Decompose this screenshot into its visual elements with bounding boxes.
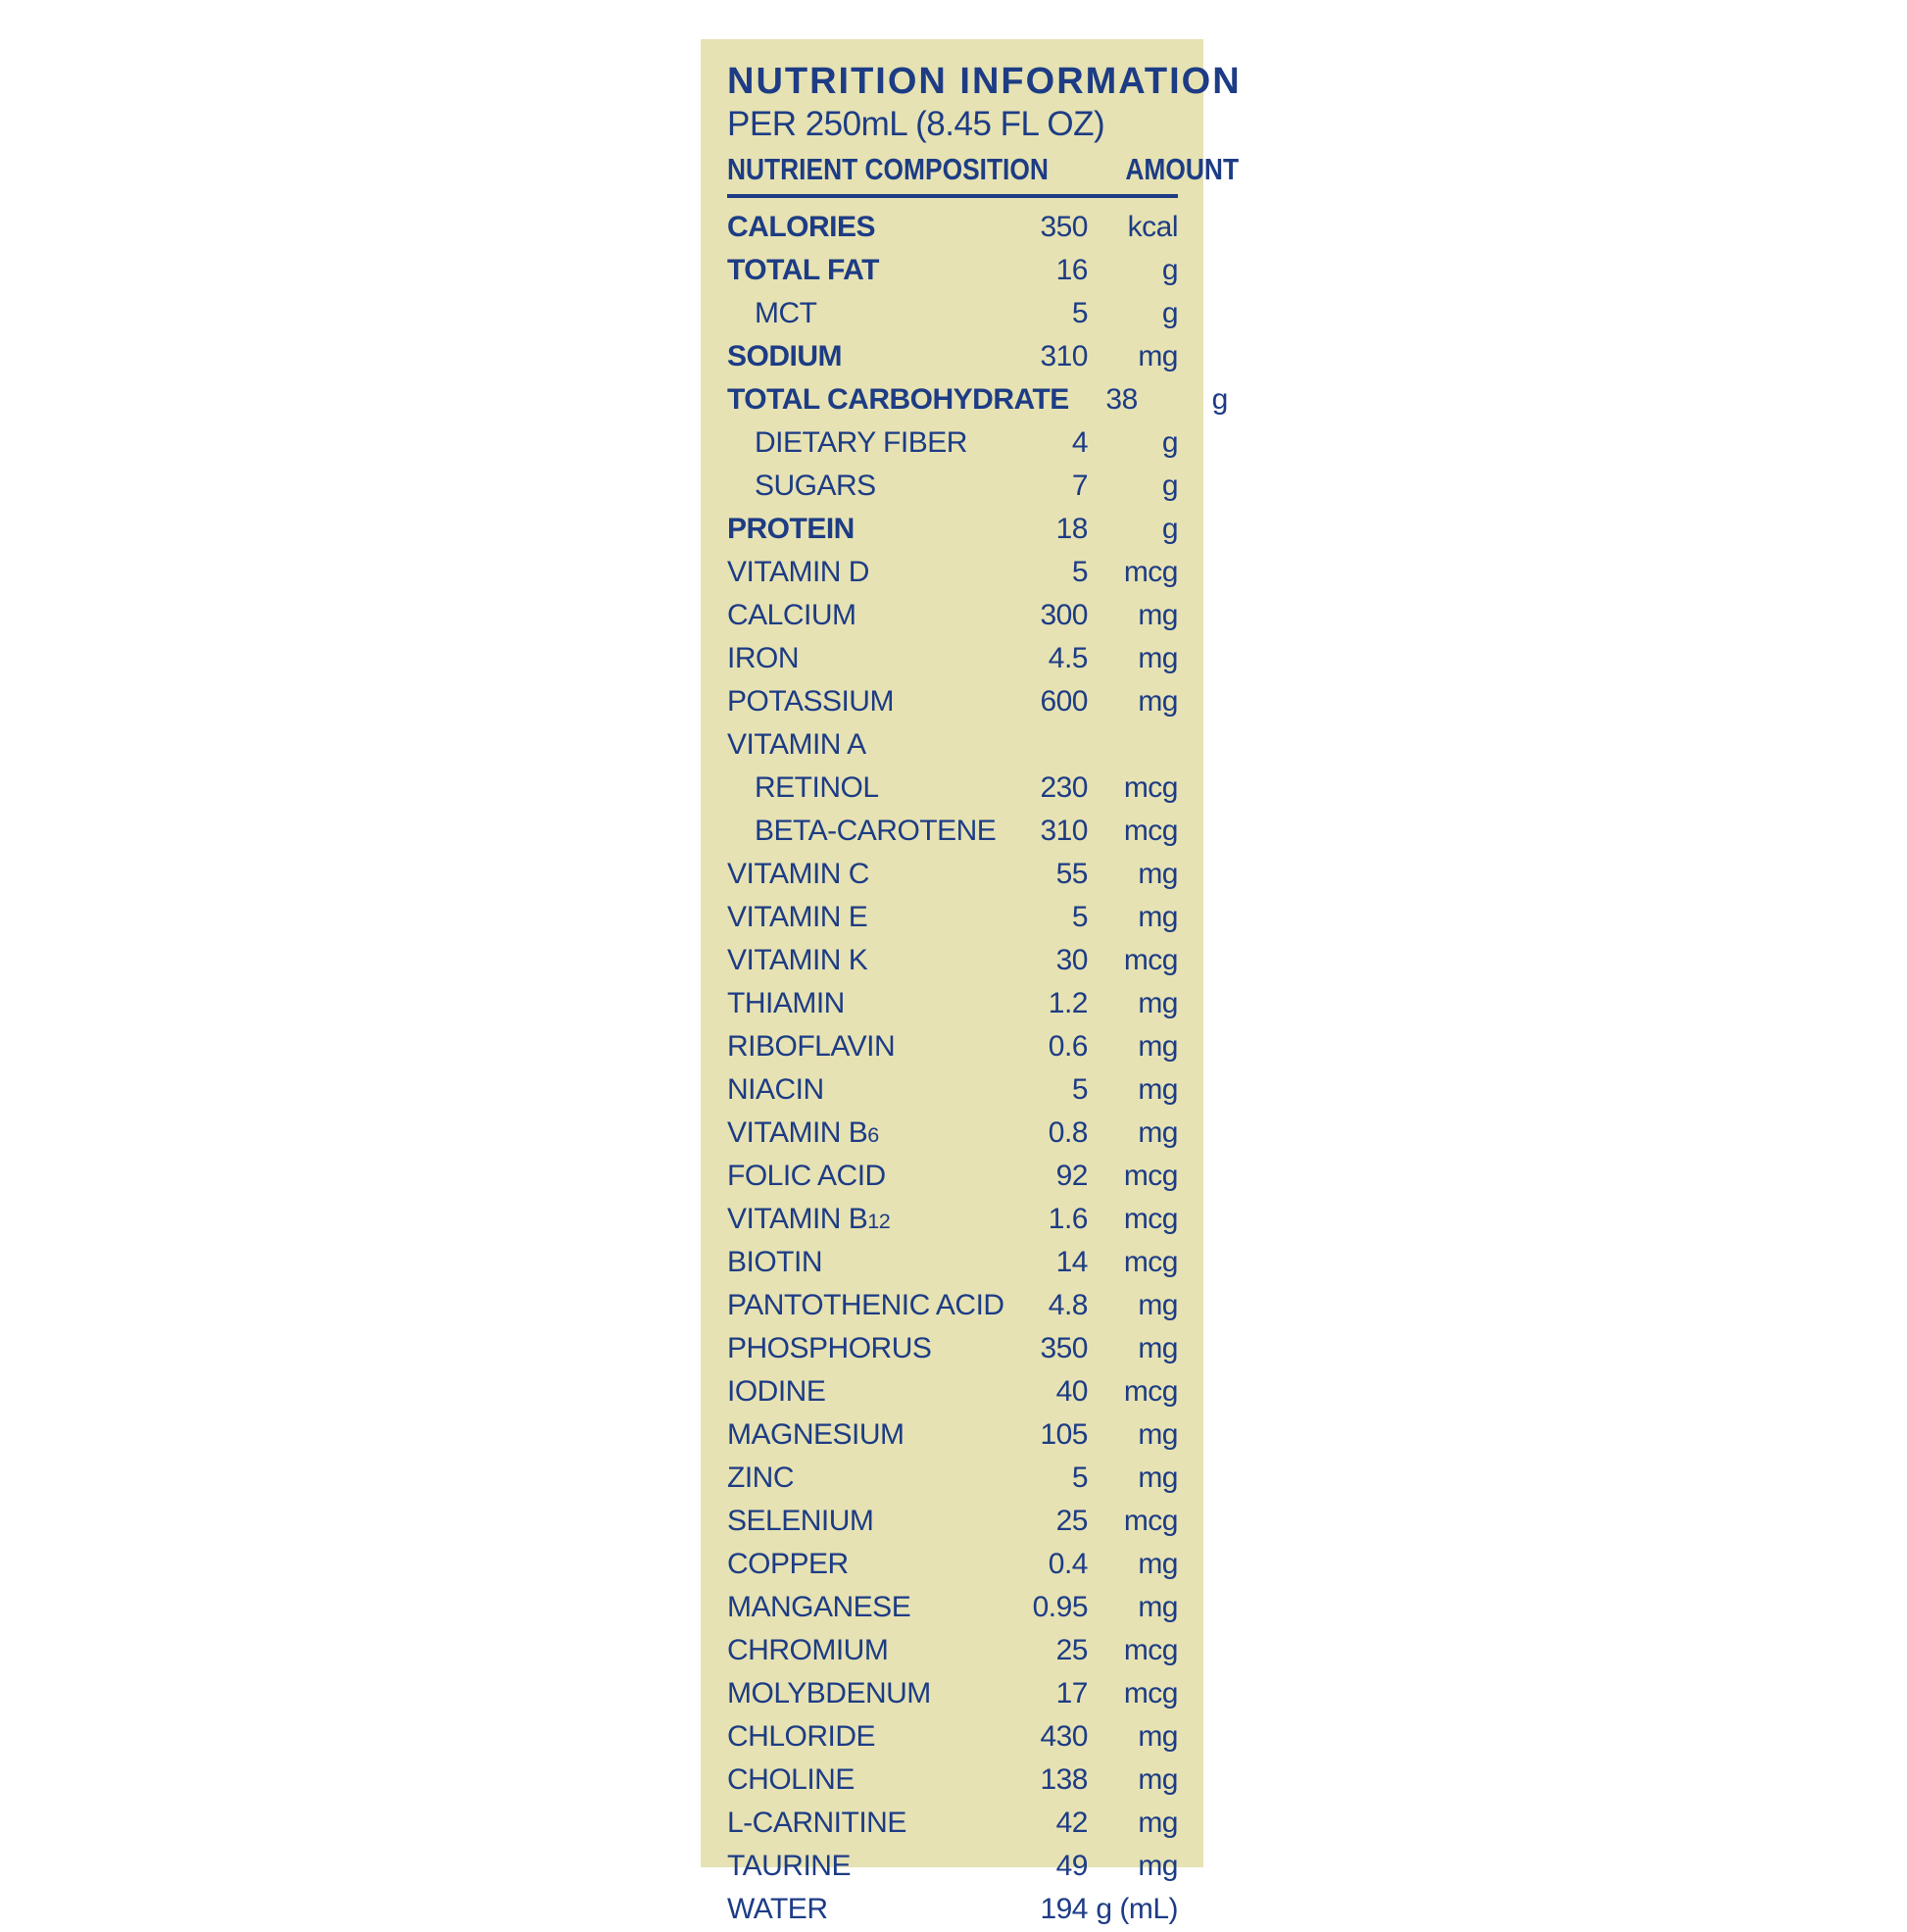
nutrient-value: 49 bbox=[1055, 1850, 1088, 1882]
nutrient-unit: mg bbox=[1138, 642, 1178, 674]
nutrient-row bbox=[727, 1285, 1178, 1328]
nutrient-name: MCT bbox=[755, 297, 817, 329]
nutrient-unit: mg bbox=[1138, 1807, 1178, 1839]
nutrient-unit: g bbox=[1161, 297, 1178, 329]
nutrient-row bbox=[727, 1371, 1178, 1414]
nutrient-value: 17 bbox=[1055, 1677, 1088, 1709]
nutrient-value: 42 bbox=[1055, 1807, 1088, 1839]
nutrient-row bbox=[727, 768, 1178, 811]
nutrient-unit: kcal bbox=[1127, 211, 1178, 243]
nutrient-row bbox=[727, 1458, 1178, 1501]
nutrient-value: 25 bbox=[1055, 1634, 1088, 1666]
nutrient-unit: g bbox=[1161, 470, 1178, 502]
nutrient-row bbox=[727, 940, 1178, 983]
nutrient-name: PANTOTHENIC ACID bbox=[727, 1289, 1004, 1321]
nutrient-name-cell bbox=[727, 768, 1019, 811]
nutrient-name-cell bbox=[727, 1846, 1019, 1889]
nutrient-value: 310 bbox=[1040, 815, 1088, 847]
label-title: NUTRITION INFORMATION bbox=[727, 61, 1242, 102]
serving-size: PER 250mL (8.45 FL OZ) bbox=[727, 105, 1105, 143]
nutrient-name: SUGARS bbox=[755, 470, 876, 502]
nutrient-name-cell bbox=[727, 897, 1019, 940]
nutrient-unit: mg bbox=[1138, 1073, 1178, 1106]
nutrition-label bbox=[701, 39, 1242, 1925]
nutrient-row bbox=[727, 854, 1178, 897]
nutrient-name: RIBOFLAVIN bbox=[727, 1030, 896, 1063]
nutrient-name-cell bbox=[727, 1458, 1019, 1501]
nutrient-name: NIACIN bbox=[727, 1073, 824, 1106]
nutrient-unit: g bbox=[1161, 513, 1178, 545]
nutrient-value: 40 bbox=[1055, 1375, 1088, 1408]
nutrient-unit: mg bbox=[1138, 1763, 1178, 1796]
nutrient-value: 350 bbox=[1040, 211, 1088, 243]
nutrient-unit: mcg bbox=[1123, 1246, 1178, 1278]
nutrient-name: RETINOL bbox=[755, 771, 879, 804]
nutrient-unit: mg bbox=[1138, 987, 1178, 1019]
nutrient-row bbox=[727, 897, 1178, 940]
nutrient-value: 310 bbox=[1040, 340, 1088, 372]
nutrient-row bbox=[727, 1587, 1178, 1630]
nutrient-name-cell bbox=[727, 422, 1019, 466]
nutrient-value: 5 bbox=[1071, 297, 1088, 329]
nutrient-name-cell bbox=[727, 724, 1019, 768]
nutrient-name-cell bbox=[727, 1587, 1019, 1630]
nutrient-name-cell bbox=[727, 1673, 1019, 1716]
nutrient-unit: mg bbox=[1138, 1461, 1178, 1494]
nutrient-value: 1.6 bbox=[1048, 1203, 1088, 1235]
nutrient-value: 0.95 bbox=[1032, 1591, 1088, 1623]
nutrient-row bbox=[727, 724, 1178, 768]
nutrient-row bbox=[727, 1328, 1178, 1371]
nutrient-name-cell bbox=[727, 1156, 1019, 1199]
nutrient-name: PHOSPHORUS bbox=[727, 1332, 932, 1364]
nutrient-row bbox=[727, 1889, 1178, 1932]
nutrient-name: POTASSIUM bbox=[727, 685, 894, 718]
nutrient-name-cell bbox=[727, 207, 1019, 250]
nutrient-unit bbox=[1088, 724, 1178, 768]
nutrient-name-cell bbox=[727, 552, 1019, 595]
nutrient-value: 5 bbox=[1071, 901, 1088, 933]
nutrient-row bbox=[727, 336, 1178, 379]
column-header-amount: AMOUNT bbox=[1125, 152, 1239, 186]
nutrient-name: BIOTIN bbox=[727, 1246, 823, 1278]
nutrient-name-cell bbox=[727, 1501, 1019, 1544]
nutrient-unit: mg bbox=[1138, 340, 1178, 372]
nutrient-value: 55 bbox=[1055, 858, 1088, 890]
nutrient-row bbox=[727, 1759, 1178, 1803]
nutrient-row bbox=[727, 293, 1178, 336]
nutrient-name-cell bbox=[727, 681, 1019, 724]
nutrient-unit: mg bbox=[1138, 1332, 1178, 1364]
nutrient-unit: mcg bbox=[1123, 1160, 1178, 1192]
nutrient-name-sub: 6 bbox=[867, 1122, 879, 1147]
nutrient-unit: mg bbox=[1138, 1591, 1178, 1623]
nutrient-value: 300 bbox=[1040, 599, 1088, 631]
nutrient-name: IRON bbox=[727, 642, 799, 674]
nutrient-name-cell bbox=[727, 1716, 1019, 1759]
nutrient-row bbox=[727, 207, 1178, 250]
column-header-row bbox=[727, 152, 1239, 198]
nutrient-name-cell bbox=[727, 638, 1019, 681]
nutrient-name-cell bbox=[727, 1328, 1019, 1371]
nutrient-unit: mg bbox=[1138, 1116, 1178, 1149]
nutrient-value: 38 bbox=[1105, 383, 1138, 416]
nutrient-name: PROTEIN bbox=[727, 513, 855, 545]
nutrient-row bbox=[727, 1414, 1178, 1458]
nutrient-unit: mg bbox=[1138, 1720, 1178, 1753]
nutrient-row bbox=[727, 638, 1178, 681]
nutrient-name: VITAMIN K bbox=[727, 944, 868, 976]
nutrient-unit: mg bbox=[1138, 599, 1178, 631]
nutrient-unit: mcg bbox=[1123, 556, 1178, 588]
nutrient-name-cell bbox=[727, 1199, 1019, 1242]
nutrient-value: 4.8 bbox=[1048, 1289, 1088, 1321]
nutrient-value: 5 bbox=[1071, 556, 1088, 588]
nutrient-name: TOTAL CARBOHYDRATE bbox=[727, 383, 1069, 416]
nutrient-name: CHOLINE bbox=[727, 1763, 855, 1796]
nutrient-name: TOTAL FAT bbox=[727, 254, 879, 286]
nutrient-unit: g bbox=[1211, 383, 1228, 416]
nutrient-row bbox=[727, 595, 1178, 638]
nutrient-name-cell bbox=[727, 1414, 1019, 1458]
nutrient-name-cell bbox=[727, 509, 1019, 552]
nutrient-name: THIAMIN bbox=[727, 987, 845, 1019]
nutrient-row bbox=[727, 1113, 1178, 1156]
nutrient-name-cell bbox=[727, 1803, 1019, 1846]
nutrient-name-cell bbox=[727, 1285, 1019, 1328]
nutrient-name-cell bbox=[727, 940, 1019, 983]
nutrient-name: BETA-CAROTENE bbox=[755, 815, 997, 847]
nutrient-name: MOLYBDENUM bbox=[727, 1677, 931, 1709]
nutrient-unit: mg bbox=[1138, 1548, 1178, 1580]
nutrient-name: VITAMIN D bbox=[727, 556, 869, 588]
nutrient-row bbox=[727, 1026, 1178, 1069]
nutrient-unit: g (mL) bbox=[1096, 1893, 1178, 1925]
nutrient-name: VITAMIN B bbox=[727, 1203, 868, 1235]
column-header-nutrient: NUTRIENT COMPOSITION bbox=[727, 152, 1049, 186]
nutrient-value: 0.4 bbox=[1048, 1548, 1088, 1580]
nutrient-row bbox=[727, 1630, 1178, 1673]
nutrient-table-body bbox=[727, 207, 1228, 1932]
nutrient-unit: g bbox=[1161, 254, 1178, 286]
nutrient-name: SELENIUM bbox=[727, 1505, 874, 1537]
nutrient-name: DIETARY FIBER bbox=[755, 426, 967, 459]
nutrient-value: 25 bbox=[1055, 1505, 1088, 1537]
nutrient-name-cell bbox=[727, 336, 1019, 379]
nutrient-name-cell bbox=[727, 811, 1019, 854]
nutrient-row bbox=[727, 1846, 1178, 1889]
nutrient-name: CALORIES bbox=[727, 211, 876, 243]
nutrient-name-cell bbox=[727, 1113, 1019, 1156]
nutrient-name: MANGANESE bbox=[727, 1591, 911, 1623]
nutrient-row bbox=[727, 422, 1178, 466]
nutrient-name: MAGNESIUM bbox=[727, 1418, 905, 1451]
nutrient-name: IODINE bbox=[727, 1375, 826, 1408]
nutrient-unit: mcg bbox=[1123, 1634, 1178, 1666]
nutrient-name: VITAMIN C bbox=[727, 858, 869, 890]
nutrient-value: 7 bbox=[1071, 470, 1088, 502]
nutrient-row bbox=[727, 1673, 1178, 1716]
nutrient-value: 430 bbox=[1040, 1720, 1088, 1753]
nutrient-name: VITAMIN B bbox=[727, 1116, 868, 1149]
nutrient-unit: mcg bbox=[1123, 1375, 1178, 1408]
nutrient-value: 5 bbox=[1071, 1073, 1088, 1106]
nutrient-name-sub: 12 bbox=[867, 1209, 891, 1233]
nutrient-name-cell bbox=[727, 1026, 1019, 1069]
nutrient-unit: mcg bbox=[1123, 1677, 1178, 1709]
nutrient-unit: mcg bbox=[1123, 815, 1178, 847]
nutrient-value: 105 bbox=[1040, 1418, 1088, 1451]
nutrient-name-cell bbox=[727, 1069, 1019, 1113]
nutrient-row bbox=[727, 552, 1178, 595]
nutrient-name-cell bbox=[727, 466, 1019, 509]
nutrient-value: 18 bbox=[1055, 513, 1088, 545]
nutrient-row bbox=[727, 811, 1178, 854]
nutrient-name: FOLIC ACID bbox=[727, 1160, 886, 1192]
nutrient-row bbox=[727, 1156, 1178, 1199]
nutrient-name-cell bbox=[727, 854, 1019, 897]
nutrient-name: WATER bbox=[727, 1893, 828, 1925]
nutrient-unit: mcg bbox=[1123, 771, 1178, 804]
nutrient-name: CALCIUM bbox=[727, 599, 856, 631]
nutrient-value: 350 bbox=[1040, 1332, 1088, 1364]
nutrient-row bbox=[727, 466, 1178, 509]
nutrient-unit: mg bbox=[1138, 1850, 1178, 1882]
nutrient-name-cell bbox=[727, 1242, 1019, 1285]
nutrient-unit: mg bbox=[1138, 1030, 1178, 1063]
nutrient-value bbox=[1019, 724, 1088, 768]
nutrient-name-cell bbox=[727, 1544, 1019, 1587]
nutrient-value: 4.5 bbox=[1048, 642, 1088, 674]
nutrient-unit: g bbox=[1161, 426, 1178, 459]
nutrient-row bbox=[727, 1069, 1178, 1113]
nutrient-unit: mg bbox=[1138, 901, 1178, 933]
nutrient-name: L-CARNITINE bbox=[727, 1807, 906, 1839]
nutrient-unit: mcg bbox=[1123, 1505, 1178, 1537]
nutrient-row bbox=[727, 1501, 1178, 1544]
nutrient-unit: mg bbox=[1138, 1289, 1178, 1321]
nutrient-name: VITAMIN E bbox=[727, 901, 868, 933]
nutrient-value: 1.2 bbox=[1048, 987, 1088, 1019]
nutrient-name: CHLORIDE bbox=[727, 1720, 876, 1753]
nutrient-name: SODIUM bbox=[727, 340, 842, 372]
nutrient-row bbox=[727, 1242, 1178, 1285]
nutrient-name: VITAMIN A bbox=[727, 728, 866, 761]
nutrient-name-cell bbox=[727, 379, 1069, 422]
nutrient-row bbox=[727, 509, 1178, 552]
nutrient-row bbox=[727, 1716, 1178, 1759]
nutrient-value: 30 bbox=[1055, 944, 1088, 976]
nutrient-unit: mg bbox=[1138, 1418, 1178, 1451]
nutrient-value: 4 bbox=[1071, 426, 1088, 459]
nutrient-name-cell bbox=[727, 1889, 1019, 1932]
nutrient-row bbox=[727, 1199, 1178, 1242]
nutrient-name-cell bbox=[727, 1371, 1019, 1414]
nutrient-name: TAURINE bbox=[727, 1850, 851, 1882]
nutrient-row bbox=[727, 983, 1178, 1026]
nutrient-row bbox=[727, 379, 1228, 422]
nutrient-name-cell bbox=[727, 595, 1019, 638]
nutrient-row bbox=[727, 1803, 1178, 1846]
nutrient-value: 5 bbox=[1071, 1461, 1088, 1494]
nutrient-value: 16 bbox=[1055, 254, 1088, 286]
nutrient-name: COPPER bbox=[727, 1548, 849, 1580]
nutrient-name-cell bbox=[727, 1759, 1019, 1803]
nutrient-unit: mcg bbox=[1123, 944, 1178, 976]
nutrient-name: ZINC bbox=[727, 1461, 794, 1494]
nutrient-unit: mg bbox=[1138, 858, 1178, 890]
nutrient-name: CHROMIUM bbox=[727, 1634, 889, 1666]
nutrient-value: 0.6 bbox=[1048, 1030, 1088, 1063]
nutrient-name-cell bbox=[727, 250, 1019, 293]
nutrient-value: 0.8 bbox=[1048, 1116, 1088, 1149]
nutrient-row bbox=[727, 681, 1178, 724]
nutrient-value: 600 bbox=[1040, 685, 1088, 718]
nutrient-value: 138 bbox=[1040, 1763, 1088, 1796]
nutrient-row bbox=[727, 250, 1178, 293]
nutrient-row bbox=[727, 1544, 1178, 1587]
nutrient-unit: mcg bbox=[1123, 1203, 1178, 1235]
nutrient-name-cell bbox=[727, 1630, 1019, 1673]
nutrient-value: 194 bbox=[1040, 1893, 1088, 1925]
nutrient-name-cell bbox=[727, 983, 1019, 1026]
nutrient-value: 92 bbox=[1055, 1160, 1088, 1192]
nutrient-value: 14 bbox=[1055, 1246, 1088, 1278]
nutrient-name-cell bbox=[727, 293, 1019, 336]
nutrient-value: 230 bbox=[1040, 771, 1088, 804]
nutrient-unit: mg bbox=[1138, 685, 1178, 718]
